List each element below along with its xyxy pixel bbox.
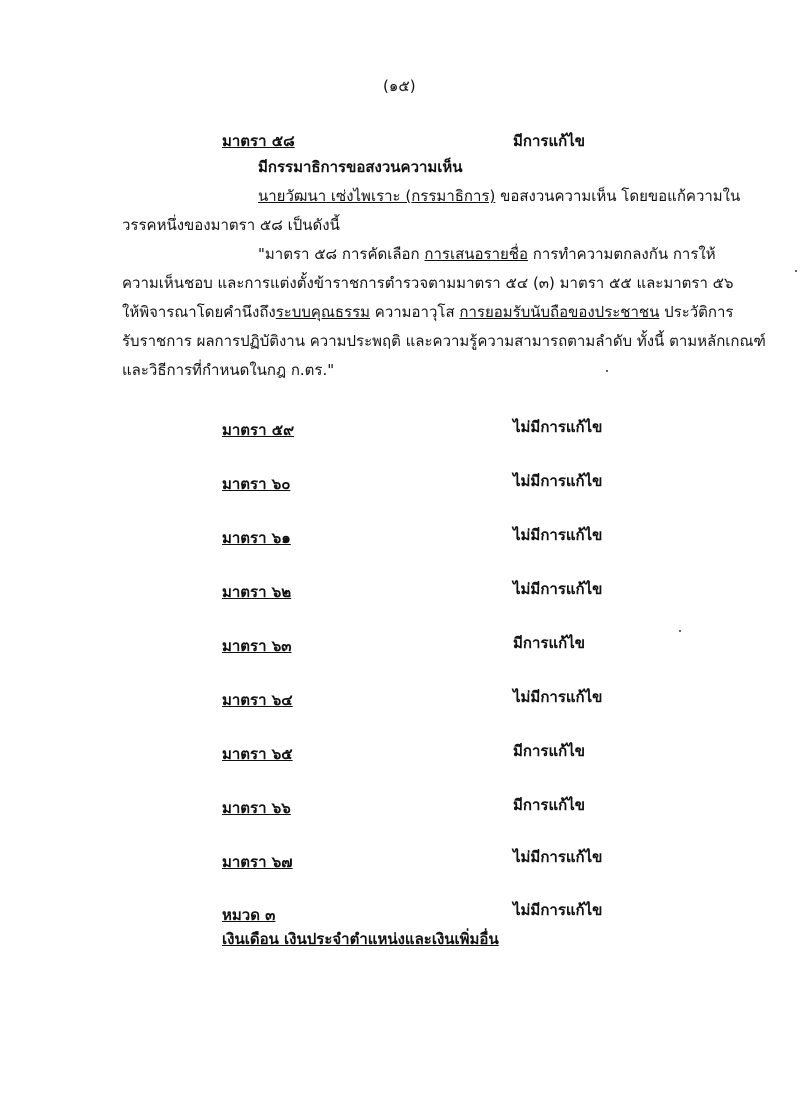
quote-line-2: ความเห็นชอบ และการแต่งตั้งข้าราชการตำรวจตามมาตรา ๕๔ (๓) มาตรา ๕๕ และมาตรา ๕๖ <box>122 274 734 292</box>
quote-line-3 <box>122 300 733 324</box>
quote-text: ความอาวุโส <box>370 303 460 321</box>
quote-line-1 <box>258 242 716 266</box>
section-65-status: มีการแก้ไข <box>513 742 585 760</box>
section-66-label: มาตรา ๖๖ <box>222 799 291 817</box>
section-58-heading: มาตรา ๕๘ <box>222 132 295 150</box>
quote-text: ให้พิจารณาโดยคำนึงถึง <box>122 303 276 321</box>
quote-text: ประวัติการ <box>659 303 734 321</box>
section-58-status: มีการแก้ไข <box>513 132 585 150</box>
section-59-status: ไม่มีการแก้ไข <box>513 418 603 436</box>
intro-line-2: วรรคหนึ่งของมาตรา ๕๘ เป็นดังนี้ <box>122 216 340 234</box>
page-number: (๑๕) <box>383 77 416 95</box>
section-60-label: มาตรา ๖๐ <box>222 475 291 493</box>
section-67-status: ไม่มีการแก้ไข <box>513 848 603 866</box>
section-65-label: มาตรา ๖๕ <box>222 745 293 763</box>
scan-speck <box>795 270 797 272</box>
scan-speck <box>606 370 608 372</box>
section-63-label: มาตรา ๖๓ <box>222 637 292 655</box>
chapter-3-title: เงินเดือน เงินประจำตำแหน่งและเงินเพิ่มอื่น <box>222 930 499 948</box>
quote-underline-nomination: การเสนอรายชื่อ <box>424 245 528 263</box>
quote-underline-public-acceptance: การยอมรับนับถือของประชาชน <box>459 303 660 321</box>
section-64-status: ไม่มีการแก้ไข <box>513 688 603 706</box>
scan-speck <box>679 630 681 632</box>
section-67-label: มาตรา ๖๗ <box>222 853 293 871</box>
section-59-label: มาตรา ๕๙ <box>222 421 295 439</box>
section-63-status: มีการแก้ไข <box>513 634 585 652</box>
quote-text: "มาตรา ๕๘ การคัดเลือก <box>258 245 425 263</box>
intro-rest: ขอสงวนความเห็น โดยขอแก้ความใน <box>495 187 741 205</box>
section-60-status: ไม่มีการแก้ไข <box>513 472 603 490</box>
chapter-3-status: ไม่มีการแก้ไข <box>513 901 603 919</box>
member-name: นายวัฒนา เซ่งไพเราะ (กรรมาธิการ) <box>258 187 496 205</box>
quote-line-5: และวิธีการที่กำหนดในกฎ ก.ตร." <box>122 361 335 379</box>
section-61-status: ไม่มีการแก้ไข <box>513 526 603 544</box>
reservation-heading: มีกรรมาธิการขอสงวนความเห็น <box>258 158 463 176</box>
quote-underline-merit: ระบบคุณธรรม <box>275 303 371 321</box>
section-62-status: ไม่มีการแก้ไข <box>513 580 603 598</box>
section-64-label: มาตรา ๖๔ <box>222 691 293 709</box>
section-62-label: มาตรา ๖๒ <box>222 583 292 601</box>
quote-line-4: รับราชการ ผลการปฏิบัติงาน ความประพฤติ และความรู้ความสามารถตามลำดับ ทั้งนี้ ตามหลักเกณฑ์ <box>122 332 766 350</box>
section-61-label: มาตรา ๖๑ <box>222 529 291 547</box>
quote-text: การทำความตกลงกัน การให้ <box>527 245 716 263</box>
intro-line-1 <box>258 184 740 208</box>
chapter-3-label: หมวด ๓ <box>222 906 276 924</box>
section-66-status: มีการแก้ไข <box>513 796 585 814</box>
